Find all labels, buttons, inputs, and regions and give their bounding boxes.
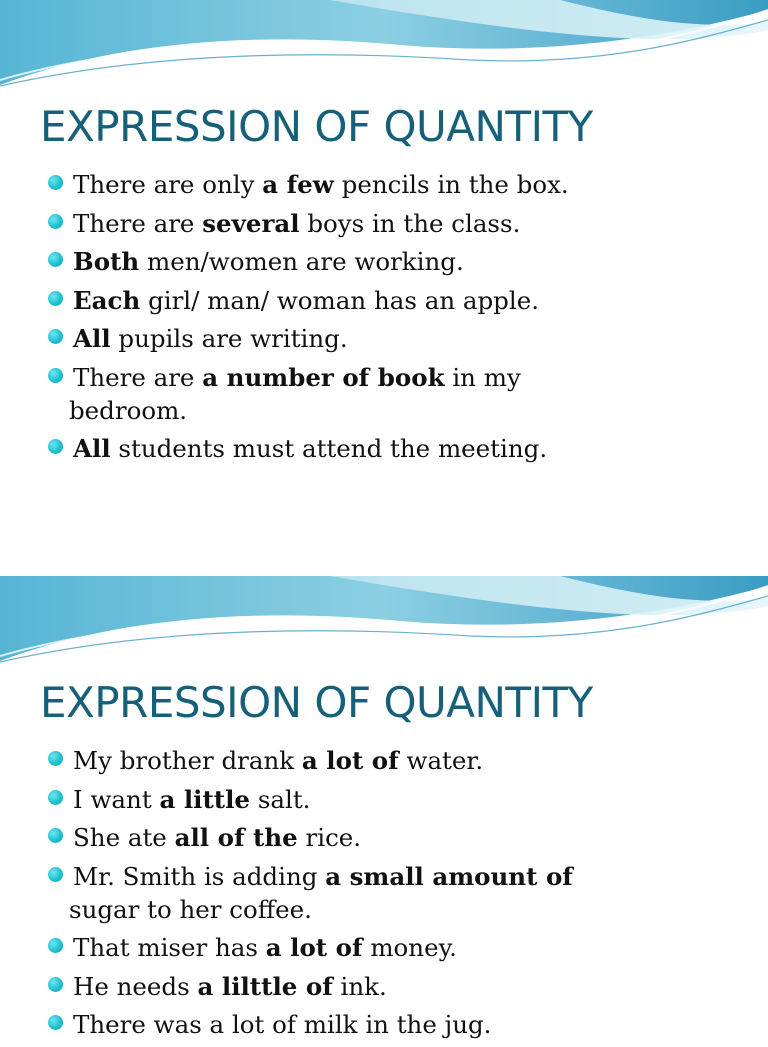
wave-banner-decoration (0, 0, 768, 95)
list-item: All pupils are writing. (0, 322, 768, 355)
slide-title: EXPRESSION OF QUANTITY (40, 678, 593, 727)
wave-banner-decoration (0, 576, 768, 671)
bullet-icon (48, 1015, 63, 1030)
bullet-icon (48, 867, 63, 882)
list-item: He needs a lilttle of ink. (0, 970, 768, 1003)
list-item: I want a little salt. (0, 783, 768, 816)
list-item: That miser has a lot of money. (0, 931, 768, 964)
bullet-list (0, 168, 768, 471)
list-item: All students must attend the meeting. (0, 432, 768, 465)
bullet-icon (48, 828, 63, 843)
bullet-icon (48, 790, 63, 805)
bullet-icon (48, 938, 63, 953)
bullet-icon (48, 368, 63, 383)
bullet-icon (48, 214, 63, 229)
bullet-icon (48, 751, 63, 766)
slide-1 (0, 0, 768, 520)
list-item: Both men/women are working. (0, 245, 768, 278)
bullet-icon (48, 252, 63, 267)
bullet-icon (48, 329, 63, 344)
list-item: There was a lot of milk in the jug. (0, 1008, 768, 1041)
list-item: There are several boys in the class. (0, 207, 768, 240)
bullet-icon (48, 977, 63, 992)
bullet-list (0, 744, 768, 1047)
list-item: There are only a few pencils in the box. (0, 168, 768, 201)
list-item: Mr. Smith is adding a small amount of sugar to her coffee. (0, 860, 768, 926)
bullet-icon (48, 291, 63, 306)
slide-gap (0, 520, 768, 576)
bullet-icon (48, 175, 63, 190)
slide-title: EXPRESSION OF QUANTITY (40, 102, 593, 151)
bullet-icon (48, 439, 63, 454)
list-item: She ate all of the rice. (0, 821, 768, 854)
list-item: My brother drank a lot of water. (0, 744, 768, 777)
list-item: Each girl/ man/ woman has an apple. (0, 284, 768, 317)
list-item: There are a number of book in my bedroom. (0, 361, 768, 427)
slide-2 (0, 576, 768, 1039)
